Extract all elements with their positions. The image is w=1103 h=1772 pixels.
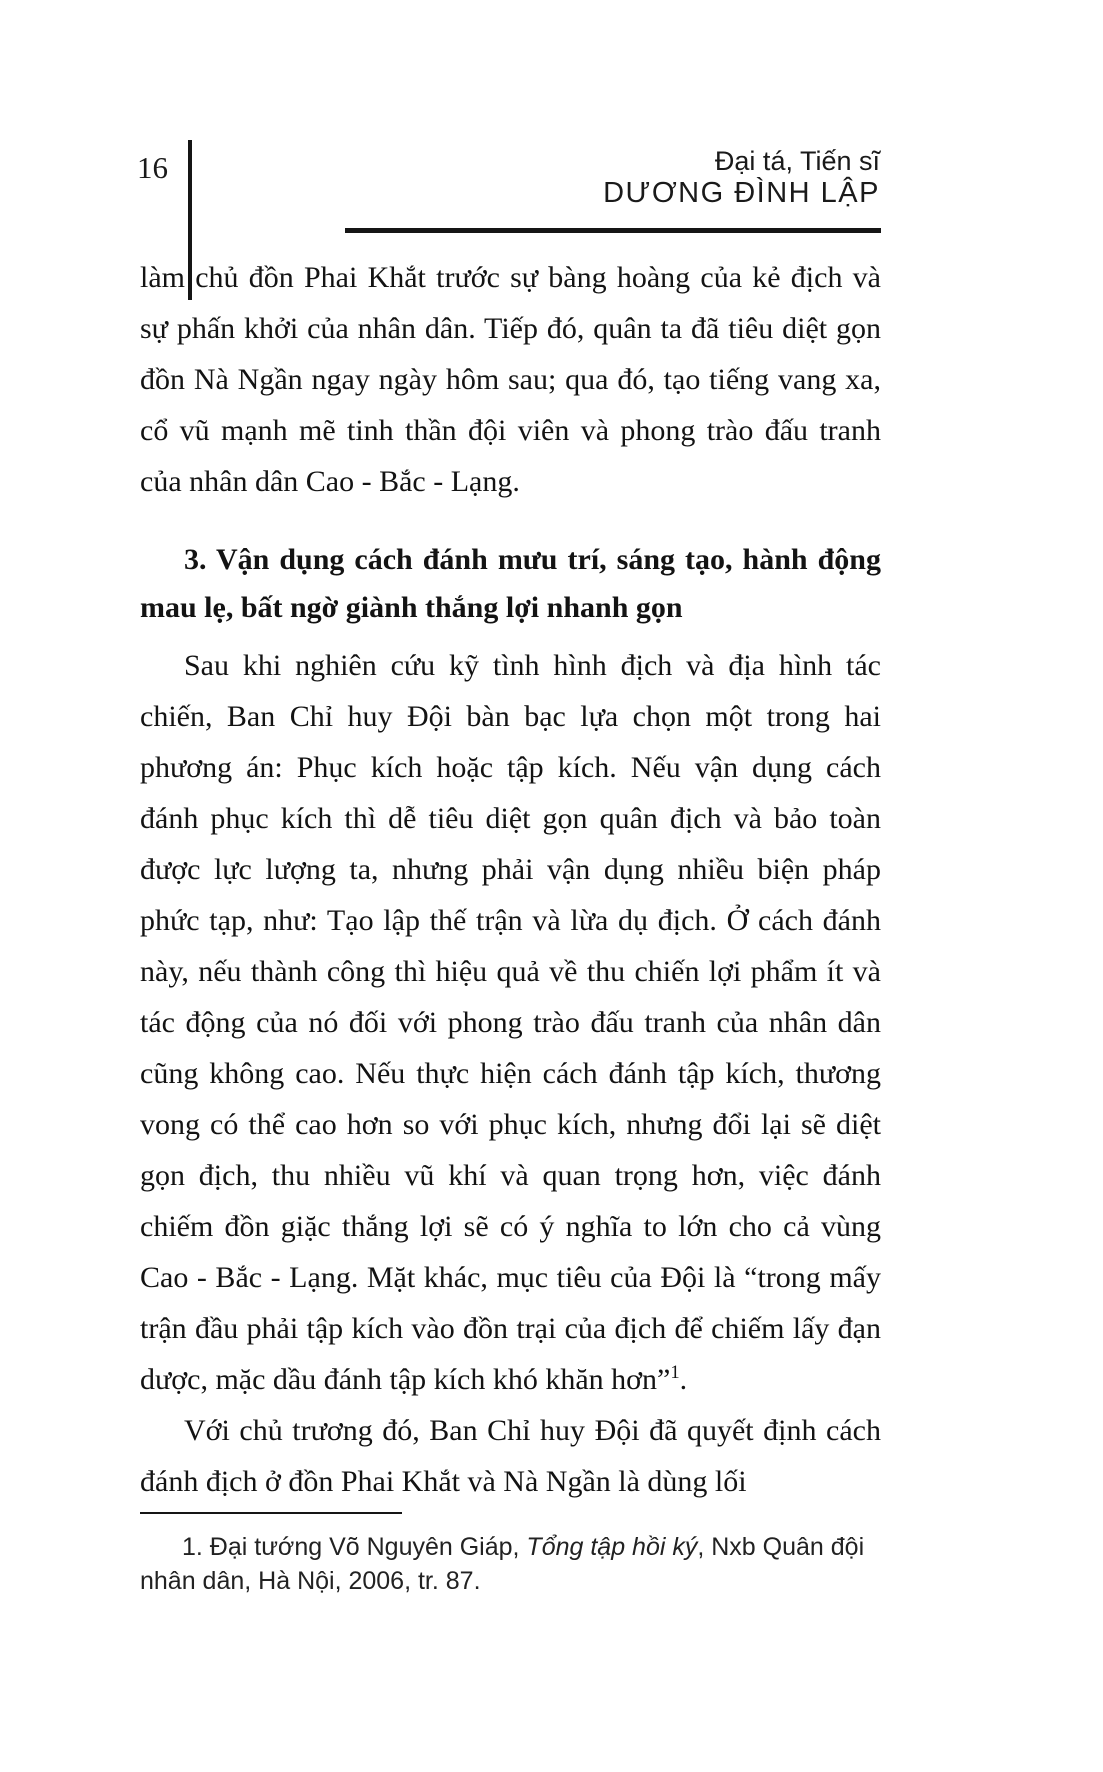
paragraph	[140, 640, 881, 1405]
footnote	[140, 1530, 881, 1598]
footnote-book-title: Tổng tập hồi ký	[526, 1533, 698, 1561]
footnote-text: , Nxb Quân đội nhân dân, Hà Nội, 2006, tr. 87.	[140, 1533, 865, 1595]
running-head	[603, 146, 880, 210]
footnote-area	[140, 1512, 881, 1598]
author-name: DƯƠNG ĐÌNH LẬP	[603, 177, 880, 210]
footnote-reference: 1	[670, 1362, 680, 1383]
page-number: 16	[137, 150, 168, 185]
paragraph: làm chủ đồn Phai Khắt trước sự bàng hoàng của kẻ địch và sự phấn khởi của nhân dân. Tiếp đó, quân ta đã tiêu diệt gọn đồn Nà Ngần ngay ngày hôm sau; qua đó, tạo tiếng vang xa, cổ vũ mạnh mẽ tinh thần đội viên và phong trào đấu tranh của nhân dân Cao - Bắc - Lạng.	[140, 261, 881, 498]
author-title: Đại tá, Tiến sĩ	[714, 146, 880, 176]
body-text	[140, 252, 881, 1507]
footnote-text: 1. Đại tướng Võ Nguyên Giáp,	[182, 1533, 527, 1561]
paragraph: Với chủ trương đó, Ban Chỉ huy Đội đã quyết định cách đánh địch ở đồn Phai Khắt và Nà Ngần là dùng lối	[140, 1414, 881, 1498]
footnote-separator-rule	[140, 1512, 402, 1514]
paragraph-text: Sau khi nghiên cứu kỹ tình hình địch và địa hình tác chiến, Ban Chỉ huy Đội bàn bạc lựa chọn một trong hai phương án: Phục kích hoặc tập kích. Nếu vận dụng cách đánh phục kích thì dễ tiêu diệt gọn quân địch và bảo toàn được lực lượng ta, nhưng phải vận dụng nhiều biện pháp phức tạp, như: Tạo lập thế trận và lừa dụ địch. Ở cách đánh này, nếu thành công thì hiệu quả về thu chiến lợi phẩm ít và tác động của nó đối với phong trào đấu tranh của nhân dân cũng không cao. Nếu thực hiện cách đánh tập kích, thương vong có thể cao hơn so với phục kích, nhưng đổi lại sẽ diệt gọn địch, thu nhiều vũ khí và quan trọng hơn, việc đánh chiếm đồn giặc thắng lợi sẽ có ý nghĩa to lớn cho cả vùng Cao - Bắc - Lạng. Mặt khác, mục tiêu của Đội là “trong mấy trận đầu phải tập kích vào đồn trại của địch để chiếm lấy đạn dược, mặc dầu đánh tập kích khó khăn hơn”	[140, 649, 881, 1396]
section-heading: 3. Vận dụng cách đánh mưu trí, sáng tạo, hành động mau lẹ, bất ngờ giành thắng lợi nhanh gọn	[140, 543, 881, 624]
header-rule	[345, 228, 881, 233]
sentence-end: .	[679, 1363, 688, 1396]
